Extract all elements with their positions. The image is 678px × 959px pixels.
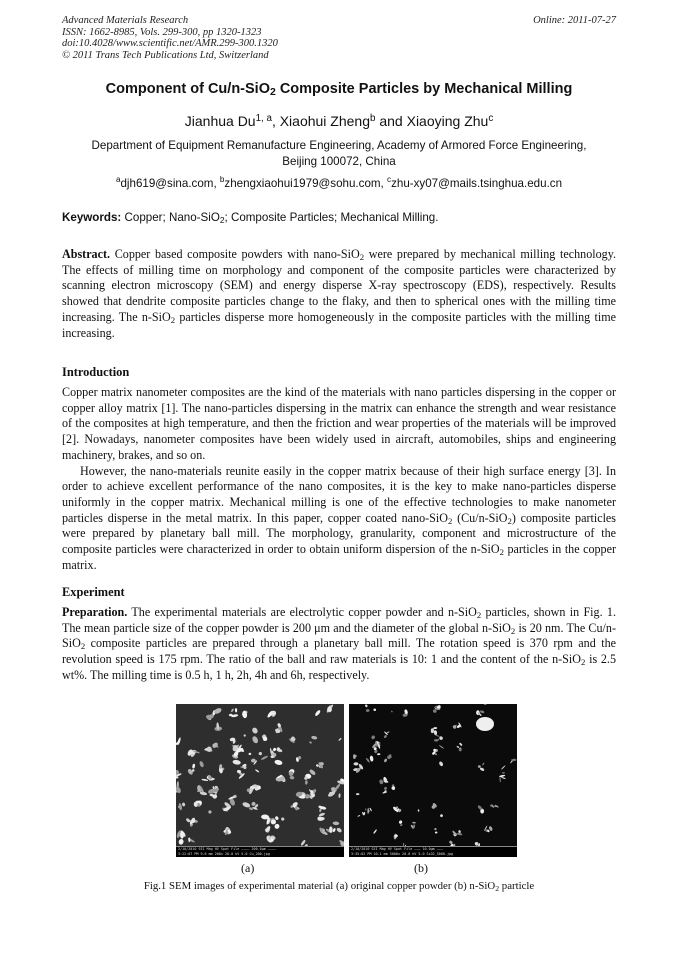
particle [353, 762, 364, 773]
particle [214, 722, 222, 731]
sio2-particles-micrograph [349, 704, 517, 847]
particle [288, 768, 296, 780]
particle [393, 833, 398, 839]
particle [410, 822, 416, 830]
particle [377, 753, 380, 755]
particle [199, 761, 205, 768]
paper-title: Component of Cu/n-SiO$_2$ Composite Particles by Mechanical Milling [105, 81, 573, 98]
particle [242, 801, 251, 808]
particle [208, 810, 213, 815]
particle [230, 737, 237, 744]
particle [452, 830, 463, 837]
particle [309, 741, 312, 744]
particle [391, 784, 396, 791]
particle [178, 838, 184, 845]
particle [176, 781, 182, 795]
particle [365, 704, 370, 712]
particle [482, 704, 488, 706]
particle [251, 727, 259, 735]
paragraph: Copper matrix nanometer composites are the kind of the materials with nano particles dispersing in the copper or copper alloy matrix [1]. The nano-particles dispersing in the matrix can enhance the strength and wear resistance of the composites at high temperature, and then the friction and wear properties of the materials will be improved [2]. Nowadays, nanometer composites have been widely used in aircraft, automobiles, ships and engineering machinery, brakes, and so on. [62, 385, 616, 462]
particle [379, 776, 389, 784]
particle [373, 708, 376, 711]
particle [476, 710, 485, 716]
particle [399, 820, 403, 826]
particle [326, 704, 334, 713]
particle [193, 800, 202, 808]
particle [440, 814, 444, 818]
particle [243, 734, 246, 737]
particle [176, 769, 182, 779]
particle [229, 708, 239, 718]
particle [261, 734, 268, 742]
particle [267, 710, 277, 718]
particle [274, 759, 283, 766]
particle [265, 835, 276, 844]
journal-copyright: © 2011 Trans Tech Publications Ltd, Switzerland [62, 49, 269, 61]
online-date: Online: 2011-07-27 [533, 15, 616, 26]
particle [288, 736, 295, 744]
particle [434, 828, 437, 834]
particle [501, 765, 506, 774]
particle [392, 806, 401, 813]
particle [319, 827, 329, 836]
particle [373, 829, 377, 834]
figure-label-b: (b) [414, 861, 428, 875]
particle [274, 723, 283, 734]
particle-cluster [476, 717, 494, 731]
particle [212, 707, 222, 716]
journal-issn: ISSN: 1662-8985, Vols. 299-300, pp 1320-1323 [62, 26, 262, 38]
particle [191, 764, 195, 773]
journal-doi: doi:10.4028/www.scientific.net/AMR.299-300.1320 [62, 38, 278, 50]
copper-particles-micrograph [176, 704, 344, 847]
particle [338, 793, 340, 798]
author-list: Jianhua Du$^{1, a}$, Xiaohui Zheng$^b$ and Xiaoying Zhu$^c$ [184, 113, 494, 129]
particle [431, 802, 437, 809]
particle [248, 753, 251, 756]
author-name: Xiaohui Zheng [279, 113, 371, 129]
particle [432, 749, 439, 756]
figure-caption: Fig.1 SEM images of experimental material (a) original copper powder (b) n-SiO$_2$ particle [143, 880, 535, 893]
particle [241, 710, 247, 718]
particle [232, 759, 241, 765]
particle [316, 761, 324, 769]
particle [317, 812, 325, 821]
particle [176, 737, 181, 746]
particle [477, 805, 484, 814]
keywords-label: Keywords: [62, 211, 122, 224]
particle [258, 752, 268, 761]
particle [402, 709, 408, 717]
particle [255, 769, 260, 773]
particle [479, 767, 484, 771]
particle [223, 826, 232, 836]
particle [365, 808, 372, 814]
particle [276, 774, 287, 783]
particle [295, 791, 307, 800]
particle [439, 745, 444, 749]
particle [382, 790, 387, 794]
particle [356, 793, 360, 795]
particle [246, 786, 254, 795]
figure-label-a: (a) [241, 861, 255, 875]
particle [281, 817, 285, 821]
particle [383, 731, 389, 739]
particle [178, 802, 185, 810]
author-emails: $^a$djh619@sina.com, $^b$zhengxiaohui1979@sohu.com, $^c$zhu-xy07@mails.tsinghua.edu.cn [115, 175, 563, 190]
affiliation: Department of Equipment Remanufacture Engineering, Academy of Armored Force Engineering, Beijing 100072, China [91, 139, 587, 168]
sem-image-copper-powder [176, 704, 344, 857]
particle [434, 734, 444, 742]
particle [332, 827, 342, 833]
particle [438, 761, 443, 767]
particle [240, 763, 247, 769]
journal-header [62, 15, 278, 61]
preparation-paragraph: Preparation. The experimental materials are electrolytic copper powder and n-SiO$_2$ particles, shown in Fig. 1. The mean particle size of the copper powder is 200 μm and the diameter of the global n-SiO$_2$ is 20 nm. The Cu/n-SiO$_2$ composite particles are prepared through a planetary ball mill. The rotation speed is 370 rpm and the revolution speed is 175 rpm. The ratio of the ball and raw materials is 10: 1 and the content of the n-SiO$_2$ is 2.5 wt%. The milling time is 0.5 h, 1 h, 2h, 4h and 6h, respectively. [62, 605, 616, 682]
particle [334, 783, 341, 790]
particle [332, 821, 339, 825]
particle [478, 762, 485, 768]
sem-info-bar: 2/10/2010 SEI Mag HV Spot File ———— 200.0μm ———— 3:22:07 PM 9.6 mm 200x 20.0 kV 5.0 Cu_200.jpg [176, 846, 344, 857]
particle [433, 704, 442, 713]
particle [325, 826, 332, 833]
particle [296, 755, 302, 762]
particle [270, 816, 279, 826]
particle [251, 758, 258, 765]
sem-info-bar: 2/10/2010 SEI Mag HV Spot File ——— 10.0μm ——— 3:35:02 PM 10.1 mm 5000x 20.0 kV 5.0 SiO2_5000.jpg [349, 846, 517, 857]
particle [353, 754, 357, 759]
particle [391, 710, 393, 712]
paragraph: However, the nano-materials reunite easily in the copper matrix because of their high surface energy [3]. In order to achieve excellent performance of the nano composites, it is the key to make nano-particles disperse uniformly in the copper matrix. Mechanical milling is one of the effective technologies to make nanometer particles disperse in the metal matrix. In this paper, copper coated nano-SiO$_2$ (Cu/n-SiO$_2$) composite particles were prepared by planetary ball mill. The morphology, granularity, component and microstructure of the composite particles were characterized in order to obtain uniform dispersion of the n-SiO$_2$ particles in the copper matrix. [62, 463, 617, 572]
section-heading-introduction: Introduction [62, 365, 130, 379]
particle [365, 755, 373, 763]
author-name: Jianhua Du [184, 113, 256, 129]
particle [176, 830, 187, 839]
particle [187, 837, 195, 843]
journal-name: Advanced Materials Research [62, 15, 189, 26]
section-heading-experiment: Experiment [62, 585, 125, 599]
preparation-label: Preparation. [62, 605, 128, 619]
particle [431, 727, 438, 736]
particle [510, 758, 517, 763]
abstract: Abstract. Copper based composite powders with nano-SiO$_2$ were prepared by mechanical milling technology. The effects of milling time on morphology and component of the composite particles were characterized by scanning electron microscopy (SEM) and energy disperse X-ray spectroscopy (EDS), respectively. Results showed that dendrite composite particles change to the flaky, and then to spherical ones with the milling time increasing. The n-SiO$_2$ particles disperse more homogeneously in the composite particles with the milling time increasing. [62, 247, 616, 340]
particle [211, 742, 219, 749]
author-name: Xiaoying Zhu [406, 113, 489, 129]
particle [290, 801, 300, 811]
particle [371, 735, 376, 740]
particle [484, 825, 493, 832]
particle [490, 804, 499, 808]
particle [272, 747, 282, 753]
particle [261, 814, 272, 825]
particle [357, 812, 365, 817]
abstract-label: Abstract. [62, 247, 111, 261]
particle [452, 722, 462, 729]
particle [311, 735, 317, 739]
particle [417, 809, 419, 812]
particle [499, 774, 506, 782]
particle [314, 709, 321, 716]
introduction-body [62, 385, 616, 573]
particle [337, 778, 344, 785]
particle [264, 825, 271, 833]
particle [204, 746, 212, 752]
particle [219, 764, 225, 774]
particle [196, 785, 207, 796]
particle [236, 769, 245, 779]
sem-image-sio2-particles [349, 704, 517, 857]
keywords: Keywords: Copper; Nano-SiO$_2$; Composite Particles; Mechanical Milling. [62, 211, 439, 225]
particle [384, 754, 392, 763]
particle [338, 737, 342, 741]
particle [251, 735, 259, 744]
